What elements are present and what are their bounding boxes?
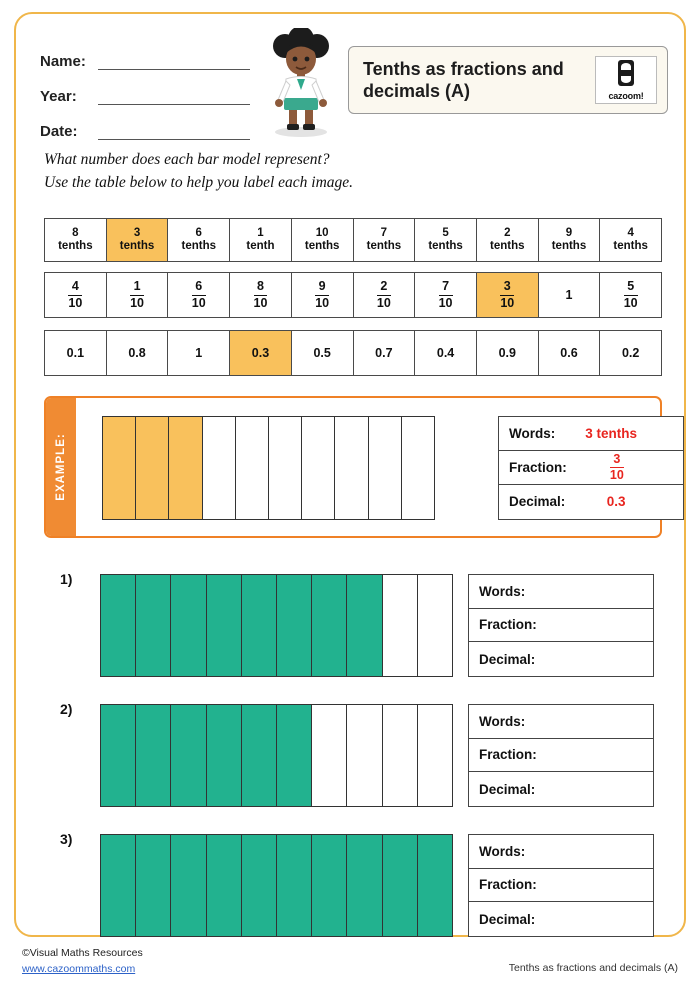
answer-row-decimal <box>499 485 683 519</box>
reference-table-decimals-row <box>44 330 662 376</box>
table-cell: $\frac{1}{10}$ <box>107 273 169 317</box>
table-cell: 9 tenths <box>539 219 601 261</box>
table-cell: $\frac{6}{10}$ <box>168 273 230 317</box>
question-2-bar-model <box>100 704 453 807</box>
bar-segment <box>312 835 347 936</box>
bar-segment <box>269 417 302 519</box>
words-label: Words: <box>479 843 526 859</box>
table-cell: 0.3 <box>230 331 292 375</box>
words-label: Words: <box>479 713 526 729</box>
bar-segment <box>302 417 335 519</box>
answer-row-words[interactable] <box>469 835 653 869</box>
table-cell: $\frac{4}{10}$ <box>45 273 107 317</box>
table-cell: $\frac{5}{10}$ <box>600 273 661 317</box>
bar-segment <box>242 705 277 806</box>
table-cell: 0.1 <box>45 331 107 375</box>
words-value: 3 tenths <box>585 425 637 441</box>
bar-segment <box>383 705 418 806</box>
instruction-line-2: Use the table below to help you label each image. <box>44 174 354 192</box>
table-cell: $\frac{8}{10}$ <box>230 273 292 317</box>
fraction-label: Fraction: <box>479 877 537 893</box>
answer-row-decimal[interactable] <box>469 642 653 676</box>
name-field-row <box>40 40 250 70</box>
answer-row-fraction[interactable] <box>469 609 653 643</box>
answer-row-fraction <box>499 451 683 485</box>
table-cell: 10 tenths <box>292 219 354 261</box>
bar-segment <box>277 705 312 806</box>
table-cell: 0.7 <box>354 331 416 375</box>
bar-segment <box>207 705 242 806</box>
worksheet-header <box>16 14 684 138</box>
bar-segment <box>347 575 382 676</box>
name-input-line[interactable] <box>98 53 250 70</box>
decimal-label: Decimal: <box>479 911 536 927</box>
fraction-label: Fraction: <box>479 617 537 633</box>
logo-mark-icon <box>618 60 634 86</box>
bar-segment <box>103 417 136 519</box>
decimal-value: 0.3 <box>606 494 626 510</box>
bar-segment <box>418 835 452 936</box>
example-block <box>44 396 662 538</box>
cazoom-logo <box>595 56 657 104</box>
bar-segment <box>418 575 452 676</box>
answer-row-words[interactable] <box>469 575 653 609</box>
words-label: Words: <box>479 583 526 599</box>
table-cell: 1 tenth <box>230 219 292 261</box>
logo-wordmark: cazoom! <box>608 91 644 101</box>
question-number-3: 3) <box>60 831 73 847</box>
bar-segment <box>418 705 452 806</box>
example-tag: EXAMPLE: <box>46 398 76 536</box>
table-cell: 0.9 <box>477 331 539 375</box>
question-number-1: 1) <box>60 571 73 587</box>
table-cell: 8 tenths <box>45 219 107 261</box>
bar-segment <box>203 417 236 519</box>
question-3-bar-model <box>100 834 453 937</box>
table-cell: 1 <box>168 331 230 375</box>
table-cell: 0.5 <box>292 331 354 375</box>
question-number-2: 2) <box>60 701 73 717</box>
table-cell: 5 tenths <box>415 219 477 261</box>
answer-row-decimal[interactable] <box>469 902 653 936</box>
name-label: Name: <box>40 53 86 70</box>
bar-segment <box>136 705 171 806</box>
bar-segment <box>347 835 382 936</box>
table-cell: $\frac{2}{10}$ <box>354 273 416 317</box>
question-1-bar-model <box>100 574 453 677</box>
bar-segment <box>136 417 169 519</box>
bar-segment <box>369 417 402 519</box>
page-title: Tenths as fractions and decimals (A) <box>363 58 564 101</box>
words-label: Words: <box>509 425 556 441</box>
bar-segment <box>242 575 277 676</box>
question-3-answer-box <box>468 834 654 937</box>
table-cell: 0.6 <box>539 331 601 375</box>
bar-segment <box>171 705 206 806</box>
bar-segment <box>169 417 202 519</box>
year-field-row <box>40 75 250 105</box>
table-cell: 1 <box>539 273 601 317</box>
year-input-line[interactable] <box>98 88 250 105</box>
table-cell: 4 tenths <box>600 219 661 261</box>
example-bar-model <box>102 416 435 520</box>
bar-segment <box>383 835 418 936</box>
fraction-label: Fraction: <box>509 459 567 475</box>
table-cell: 0.8 <box>107 331 169 375</box>
footer-left <box>22 946 143 978</box>
date-field-row <box>40 110 250 140</box>
answer-row-words <box>499 417 683 451</box>
page-footer <box>14 946 686 986</box>
instructions <box>44 148 644 195</box>
table-cell: $\frac{9}{10}$ <box>292 273 354 317</box>
table-cell: 7 tenths <box>354 219 416 261</box>
student-info-fields <box>40 40 250 145</box>
fraction-label: Fraction: <box>479 747 537 763</box>
bar-segment <box>207 835 242 936</box>
bar-segment <box>136 835 171 936</box>
year-label: Year: <box>40 88 77 105</box>
bar-segment <box>347 705 382 806</box>
bar-segment <box>335 417 368 519</box>
worksheet-page <box>14 12 686 937</box>
date-label: Date: <box>40 123 78 140</box>
website-link[interactable]: www.cazoommaths.com <box>22 962 136 975</box>
footer-title: Tenths as fractions and decimals (A) <box>508 962 678 974</box>
bar-segment <box>312 575 347 676</box>
bar-segment <box>171 575 206 676</box>
bar-segment <box>101 705 136 806</box>
bar-segment <box>402 417 434 519</box>
bar-segment <box>277 835 312 936</box>
example-answer-box <box>498 416 684 520</box>
answer-row-fraction[interactable] <box>469 739 653 773</box>
table-cell: 0.4 <box>415 331 477 375</box>
bar-segment <box>312 705 347 806</box>
fraction-value: $\frac{3}{10}$ <box>609 451 624 482</box>
table-cell: 3 tenths <box>107 219 169 261</box>
table-cell: 2 tenths <box>477 219 539 261</box>
decimal-label: Decimal: <box>509 494 566 510</box>
table-cell: 0.2 <box>600 331 661 375</box>
decimal-label: Decimal: <box>479 651 536 667</box>
bar-segment <box>383 575 418 676</box>
bar-segment <box>101 575 136 676</box>
bar-segment <box>136 575 171 676</box>
student-cartoon-illustration <box>256 28 346 138</box>
copyright-text: ©Visual Maths Resources <box>22 947 143 959</box>
bar-segment <box>277 575 312 676</box>
question-2-answer-box <box>468 704 654 807</box>
answer-row-words[interactable] <box>469 705 653 739</box>
reference-table-fractions-row <box>44 272 662 318</box>
bar-segment <box>236 417 269 519</box>
question-1-answer-box <box>468 574 654 677</box>
bar-segment <box>242 835 277 936</box>
answer-row-decimal[interactable] <box>469 772 653 806</box>
instruction-line-1: What number does each bar model represent? <box>44 151 330 168</box>
date-input-line[interactable] <box>98 123 250 140</box>
table-cell: 6 tenths <box>168 219 230 261</box>
table-cell: $\frac{7}{10}$ <box>415 273 477 317</box>
bar-segment <box>101 835 136 936</box>
bar-segment <box>207 575 242 676</box>
worksheet-title-box <box>348 46 668 114</box>
table-cell: $\frac{3}{10}$ <box>477 273 539 317</box>
bar-segment <box>171 835 206 936</box>
answer-row-fraction[interactable] <box>469 869 653 903</box>
reference-table-words-row <box>44 218 662 262</box>
decimal-label: Decimal: <box>479 781 536 797</box>
